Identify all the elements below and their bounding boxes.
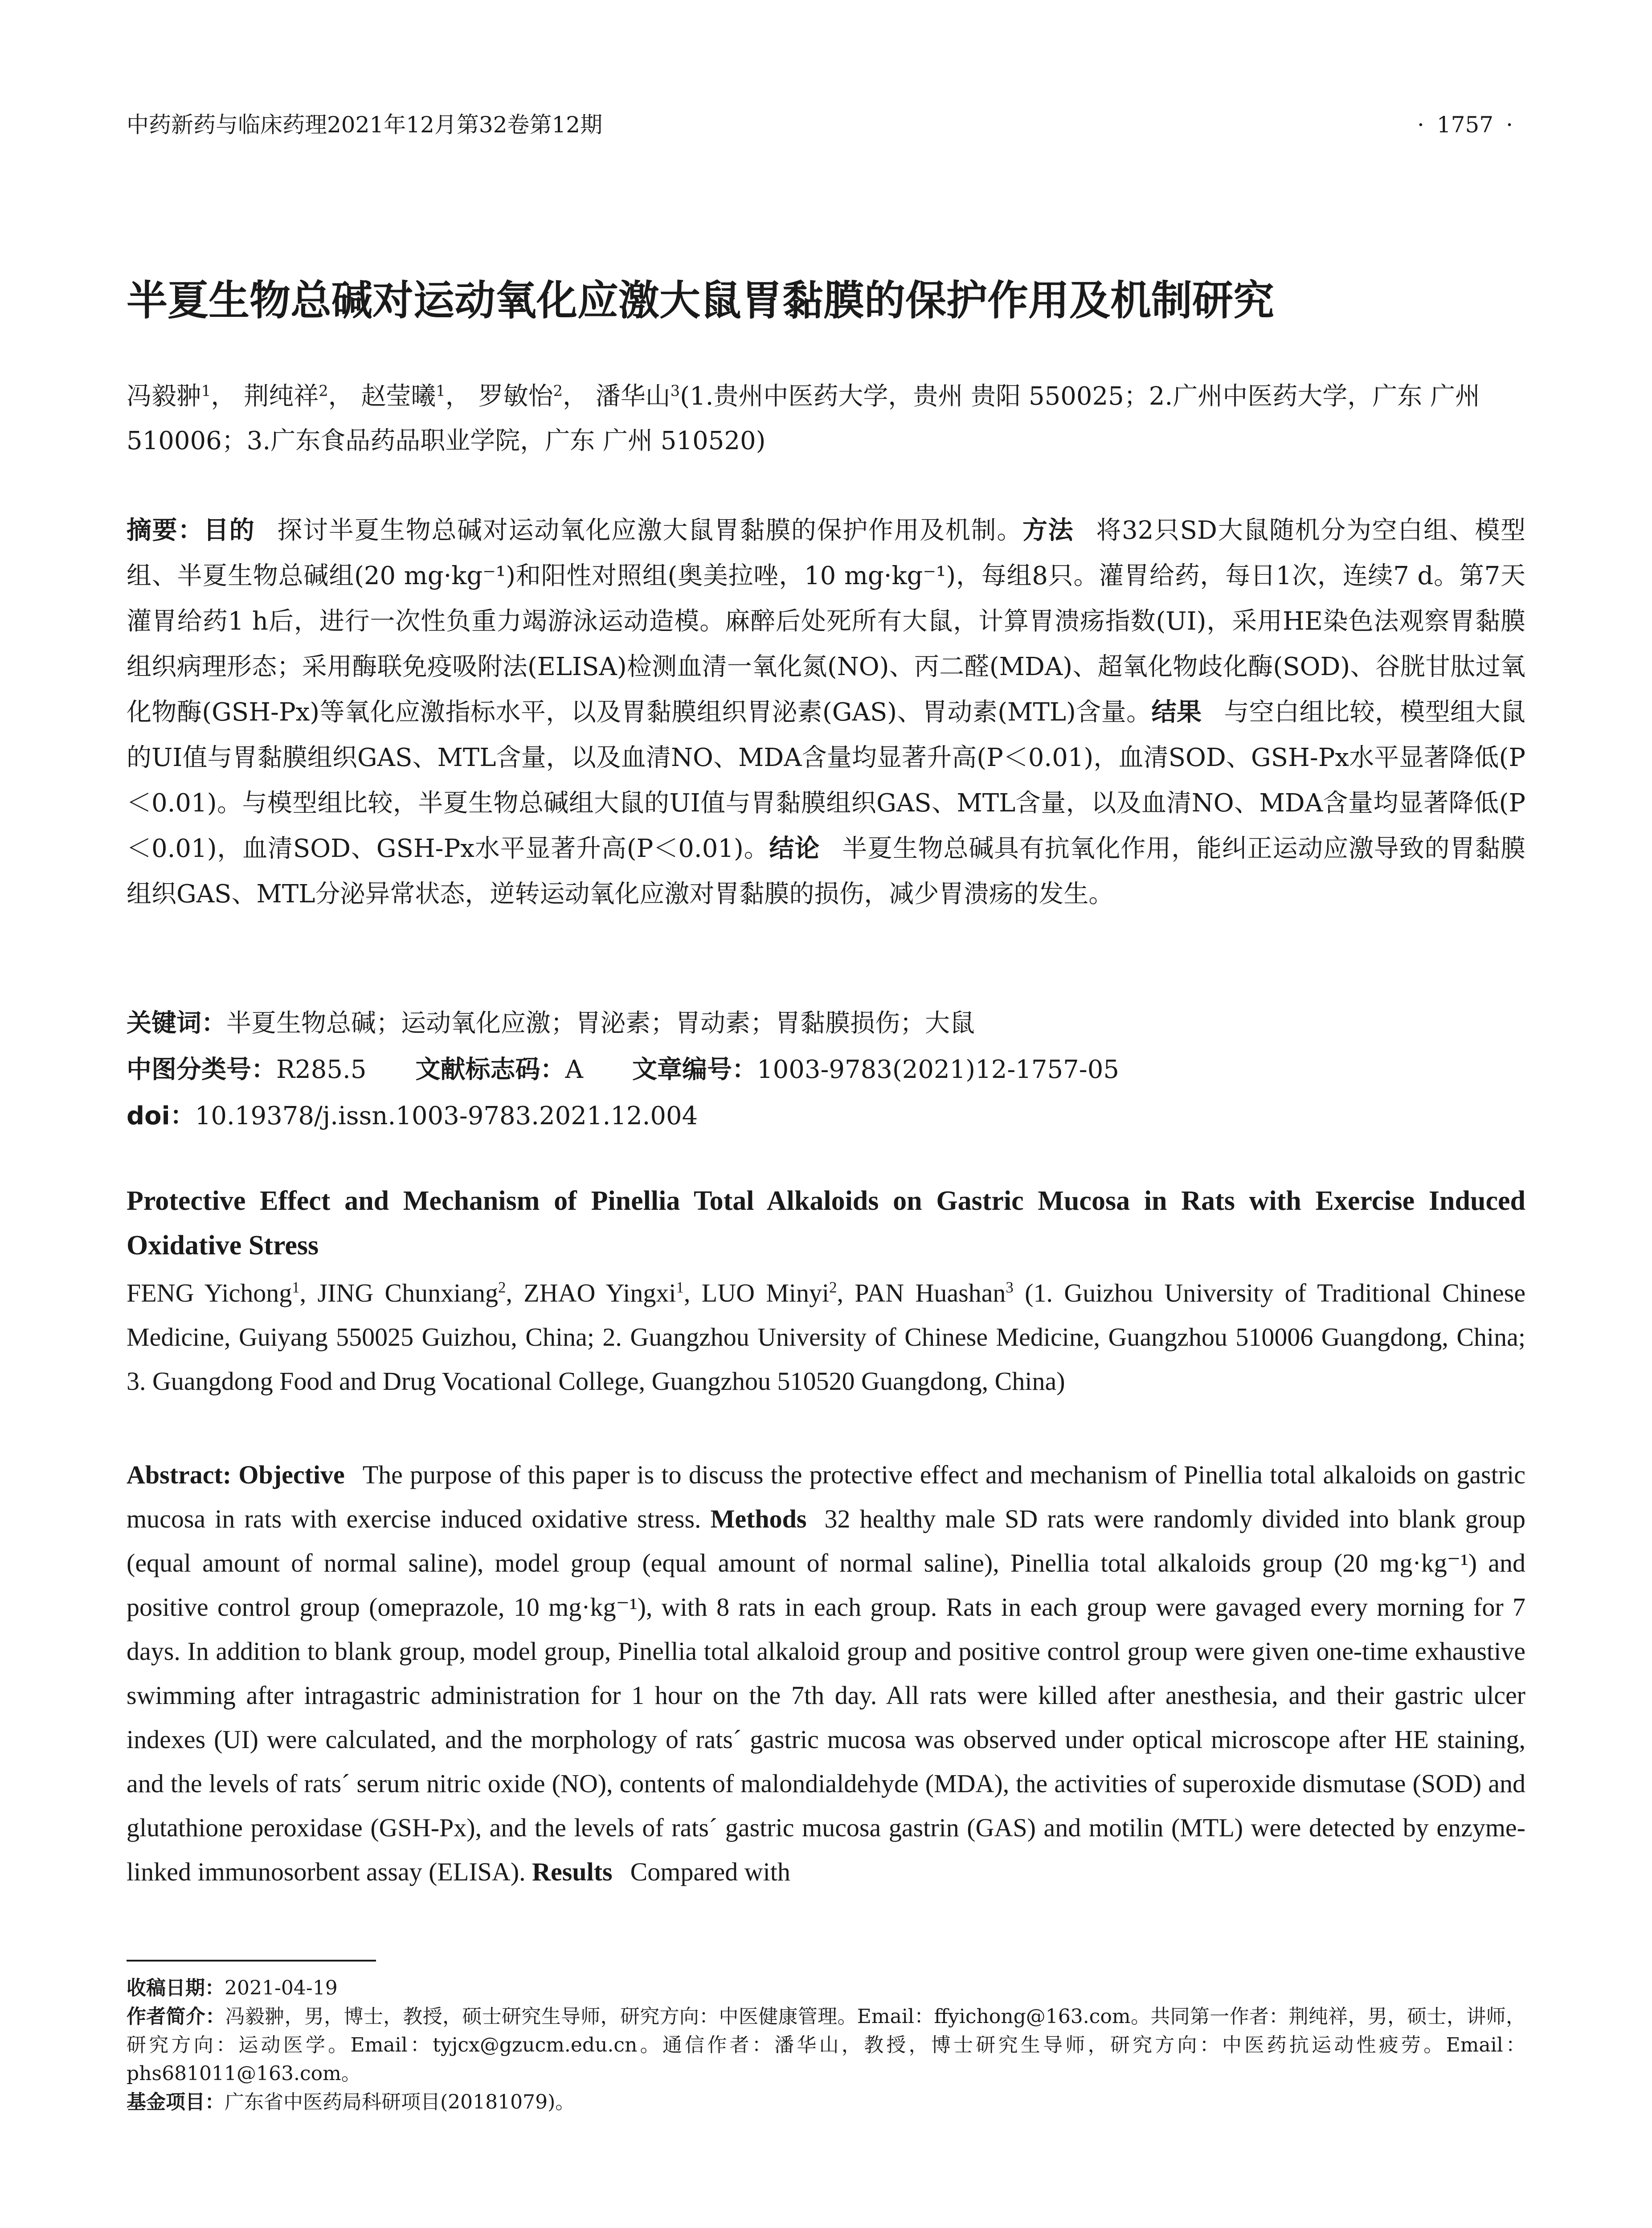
chinese-abstract xyxy=(127,508,1525,917)
author-affiliation-mark: 2 xyxy=(498,1278,506,1296)
author-affiliation-mark: 2 xyxy=(319,382,328,400)
page-number-block: · 1757 · xyxy=(1417,112,1513,138)
author-affiliation-mark: 1 xyxy=(292,1278,300,1296)
doc-code-value: A xyxy=(565,1055,583,1084)
author-name: 荆纯祥 xyxy=(244,382,319,411)
author-affiliation-mark: 2 xyxy=(553,382,563,400)
keywords-label: 关键词： xyxy=(127,1009,226,1038)
clc-label: 中图分类号： xyxy=(127,1055,276,1084)
results-text: Compared with xyxy=(630,1857,790,1886)
methods-label: Methods xyxy=(710,1504,807,1533)
author-affiliation-mark: 1 xyxy=(436,382,446,400)
english-author-list: FENG Yichong$^1$, JING Chunxiang$^2$, ZHAO Yingxi$^1$, LUO Minyi$^2$, PAN Huashan$^3$ (1. Guizhou University of Traditional Chinese Medicine, Guiyang 550025 Guizhou, China; 2. Guangzhou University of Chinese Medicine, Guangzhou 510006 Guangdong, China; 3. Guangdong Food and Drug Vocational College, Guangzhou 510520 Guangdong, China) xyxy=(127,1278,1526,1396)
author-name: 潘华山 xyxy=(595,382,671,411)
article-number-label: 文章编号： xyxy=(632,1055,757,1084)
keywords-line xyxy=(127,1000,1525,1047)
journal-name: 中药新药与临床药理2021年12月第32卷第12期 xyxy=(127,112,603,138)
funding-label: 基金项目： xyxy=(127,2091,225,2113)
objective-text: 探讨半夏生物总碱对运动氧化应激大鼠胃黏膜的保护作用及机制。 xyxy=(277,516,1022,545)
methods-text: 32 healthy male SD rats were randomly divided into blank group (equal amount of normal saline), model group (equal amount of normal saline), Pinellia total alkaloids group (20 mg·kg⁻¹) and positive control group (omeprazole, 10 mg·kg⁻¹), with 8 rats in each group. Rats in each group were gavaged every morning for 7 days. In addition to blank group, model group, Pinellia total alkaloid group and positive control group were given one-time exhaustive swimming after intragastric administration for 1 hour on the 7th day. All rats were killed after anesthesia, and their gastric ulcer indexes (UI) were calculated, and the morphology of rats´ gastric mucosa was observed under optical microscope after HE staining, and the levels of rats´ serum nitric oxide (NO), contents of malondialdehyde (MDA), the activities of superoxide dismutase (SOD) and glutathione peroxidase (GSH-Px), and the levels of rats´ gastric mucosa gastrin (GAS) and motilin (MTL) were detected by enzyme-linked immunosorbent assay (ELISA). xyxy=(127,1504,1525,1886)
abstract-label: Abstract: xyxy=(127,1460,232,1489)
results-text: 与空白组比较，模型组大鼠的UI值与胃黏膜组织GAS、MTL含量，以及血清NO、MDA含量均显著升高(P＜0.01)，血清SOD、GSH-Px水平显著降低(P＜0.01)。与模型组比较，半夏生物总碱组大鼠的UI值与胃黏膜组织GAS、MTL含量，以及血清NO、MDA含量均显著降低(P＜0.01)，血清SOD、GSH-Px水平显著升高(P＜0.01)。 xyxy=(127,698,1526,863)
author-affiliation-mark: 1 xyxy=(676,1278,684,1296)
author-name: JING Chunxiang xyxy=(317,1278,499,1307)
page-number: 1757 xyxy=(1436,112,1494,138)
conclusion-text: 半夏生物总碱具有抗氧化作用，能纠正运动应激导致的胃黏膜组织GAS、MTL分泌异常状态，逆转运动氧化应激对胃黏膜的损伤，减少胃溃疡的发生。 xyxy=(127,834,1526,909)
author-name: FENG Yichong xyxy=(127,1278,292,1307)
received-date xyxy=(127,1974,1525,2003)
methods-label: 方法 xyxy=(1022,516,1074,545)
running-header xyxy=(127,109,1525,140)
received-value: 2021-04-19 xyxy=(225,1977,338,1999)
author-affiliation-mark: 3 xyxy=(670,382,680,400)
author-affiliation-mark: 2 xyxy=(829,1278,837,1296)
results-label: Results xyxy=(532,1857,613,1886)
author-bio-text: 冯毅翀，男，博士，教授，硕士研究生导师，研究方向：中医健康管理。Email：ffyichong@163.com。共同第一作者：荆纯祥，男，硕士，讲师，研究方向：运动医学。Email：tyjcx@gzucm.edu.cn。通信作者：潘华山，教授，博士研究生导师，研究方向：中医药抗运动性疲劳。Email：phs681011@163.com。 xyxy=(127,2005,1525,2085)
author-affiliation-mark: 1 xyxy=(201,382,211,400)
footnote-divider xyxy=(127,1960,376,1962)
abstract-label: 摘要： xyxy=(127,516,204,545)
objective-label: 目的 xyxy=(204,516,255,545)
author-name: PAN Huashan xyxy=(855,1278,1006,1307)
keywords-text: 半夏生物总碱；运动氧化应激；胃泌素；胃动素；胃黏膜损伤；大鼠 xyxy=(226,1009,975,1038)
doi-value: 10.19378/j.issn.1003-9783.2021.12.004 xyxy=(195,1102,698,1130)
funding-text: 广东省中医药局科研项目(20181079)。 xyxy=(225,2091,575,2113)
author-bio xyxy=(127,2003,1525,2088)
doi-line xyxy=(127,1093,1525,1139)
doc-code-label: 文献标志码： xyxy=(415,1055,565,1084)
author-name: 冯毅翀 xyxy=(127,382,201,411)
doi-label: doi： xyxy=(127,1102,195,1130)
author-name: 赵莹曦 xyxy=(361,382,436,411)
english-abstract xyxy=(127,1453,1525,1894)
received-label: 收稿日期： xyxy=(127,1977,225,1999)
author-name: LUO Minyi xyxy=(701,1278,830,1307)
chinese-author-list: 冯毅翀$^1$， 荆纯祥$^2$， 赵莹曦$^1$， 罗敏怡$^2$， 潘华山$^3$(1.贵州中医药大学，贵州 贵阳 550025；2.广州中医药大学，广东 广州 510006；3.广东食品药品职业学院，广东 广州 510520) xyxy=(127,382,1480,455)
article-metadata xyxy=(127,1000,1525,1139)
chinese-affiliations: (1.贵州中医药大学，贵州 贵阳 550025；2.广州中医药大学，广东 广州 510006；3.广东食品药品职业学院，广东 广州 510520) xyxy=(127,382,1480,455)
methods-text: 将32只SD大鼠随机分为空白组、模型组、半夏生物总碱组(20 mg·kg⁻¹)和阳性对照组(奥美拉唑，10 mg·kg⁻¹)，每组8只。灌胃给药，每日1次，连续7 d。第7天灌胃给药1 h后，进行一次性负重力竭游泳运动造模。麻醉后处死所有大鼠，计算胃溃疡指数(UI)，采用HE染色法观察胃黏膜组织病理形态；采用酶联免疫吸附法(ELISA)检测血清一氧化氮(NO)、丙二醛(MDA)、超氧化物歧化酶(SOD)、谷胱甘肽过氧化物酶(GSH-Px)等氧化应激指标水平，以及胃黏膜组织胃泌素(GAS)、胃动素(MTL)含量。 xyxy=(127,516,1526,727)
article-number-value: 1003-9783(2021)12-1757-05 xyxy=(756,1055,1119,1084)
author-name: ZHAO Yingxi xyxy=(523,1278,676,1307)
author-affiliation-mark: 3 xyxy=(1006,1278,1014,1296)
footnotes xyxy=(127,1974,1525,2117)
results-label: 结果 xyxy=(1151,698,1202,727)
english-title: Protective Effect and Mechanism of Pinellia Total Alkaloids on Gastric Mucosa in Rats with Exercise Induced Oxidative Stress xyxy=(127,1186,1525,1261)
funding xyxy=(127,2088,1525,2117)
classification-line xyxy=(127,1047,1525,1093)
author-name: 罗敏怡 xyxy=(478,382,553,411)
english-affiliations: (1. Guizhou University of Traditional Chinese Medicine, Guiyang 550025 Guizhou, China; 2. Guangzhou University of Chinese Medicine, Guangzhou 510006 Guangdong, China; 3. Guangdong Food and Drug Vocational College, Guangzhou 510520 Guangdong, China) xyxy=(127,1278,1526,1396)
objective-text: The purpose of this paper is to discuss the protective effect and mechanism of Pinellia total alkaloids on gastric mucosa in rats with exercise induced oxidative stress. xyxy=(127,1460,1526,1533)
author-bio-label: 作者简介： xyxy=(127,2005,225,2028)
clc-value: R285.5 xyxy=(276,1055,367,1084)
conclusion-label: 结论 xyxy=(769,834,820,863)
chinese-title: 半夏生物总碱对运动氧化应激大鼠胃黏膜的保护作用及机制研究 xyxy=(127,277,1275,324)
objective-label: Objective xyxy=(238,1460,345,1489)
